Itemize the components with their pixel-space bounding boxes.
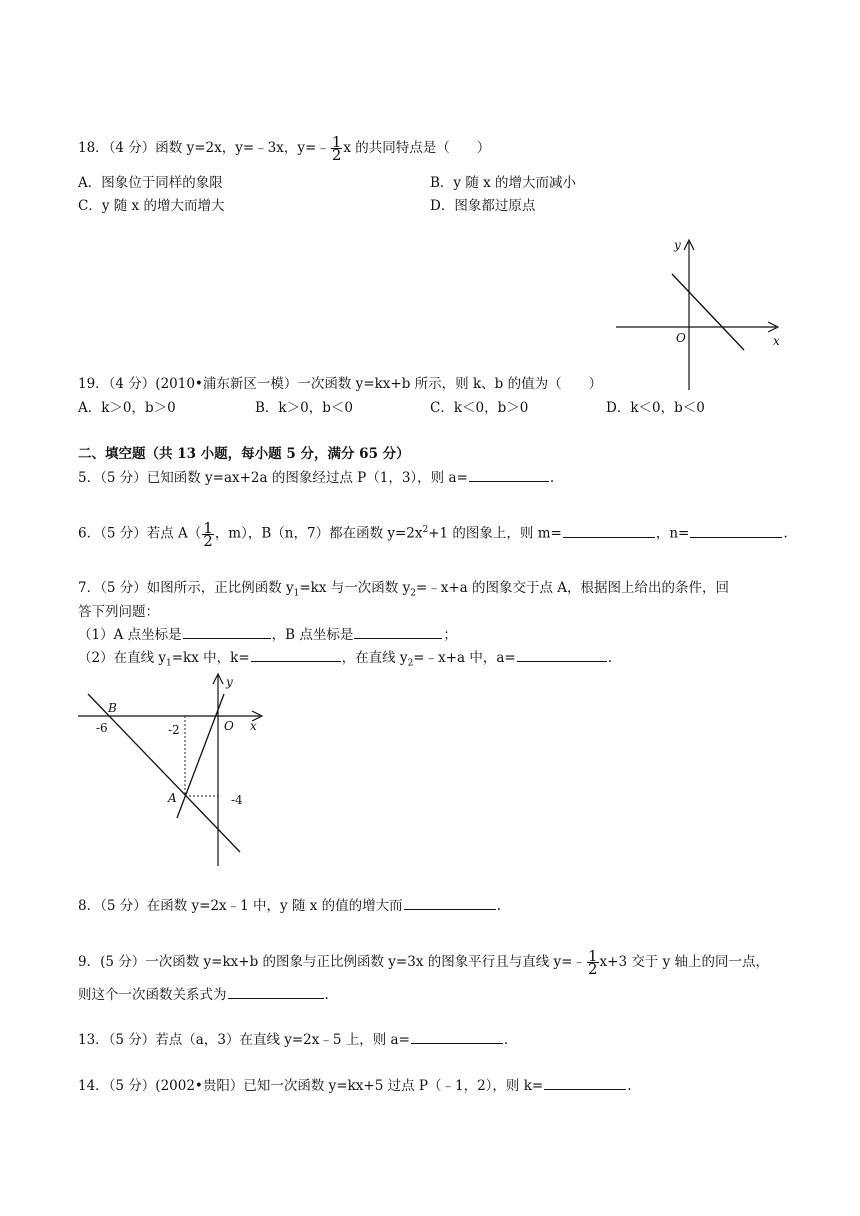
q13-answer-blank[interactable] (411, 1030, 503, 1044)
q8-answer-blank[interactable] (404, 896, 496, 910)
q7-y-label: y (226, 675, 233, 689)
q5-answer-blank[interactable] (469, 468, 549, 482)
q9-answer-blank[interactable] (228, 985, 324, 999)
q7-a-value-blank[interactable] (517, 648, 607, 662)
q7-b-coord-blank[interactable] (354, 625, 442, 639)
q8-text: 8．（5 分）在函数 y=2x﹣1 中，y 随 x 的值的增大而 . (78, 898, 501, 914)
q19-y-label: y (674, 238, 681, 252)
q7-a-label: A (168, 791, 177, 805)
q19-option-c: C．k＜0，b＞0 (430, 400, 529, 416)
q7-graph (78, 670, 268, 870)
q19-origin-label: O (676, 331, 686, 345)
q7-line-y2 (88, 694, 240, 852)
q7-x-label: x (250, 719, 257, 733)
q6-n-blank[interactable] (690, 524, 782, 538)
q6-fraction: $\frac{1}{2}$ (203, 518, 213, 550)
q7-a-coord-blank[interactable] (183, 625, 271, 639)
q13-text: 13．（5 分）若点（a，3）在直线 y=2x﹣5 上，则 a= . (78, 1032, 509, 1048)
q7-tick-neg2: -2 (168, 723, 180, 737)
q18-stem: 18．（4 分）函数 y=2x，y=﹣3x，y=﹣ $\frac{1}{2}$ x 的共同特点是（ ） (78, 133, 491, 164)
q18-option-c: C．y 随 x 的增大而增大 (78, 198, 225, 214)
q14-text: 14．（5 分）(2002•贵阳）已知一次函数 y=kx+5 过点 P（﹣1，2），则 k= . (78, 1078, 632, 1094)
q7-line-1: 7．（5 分）如图所示，正比例函数 $y_1=kx$ 与一次函数 $y_2=﹣x+a$ 的图象交于点 A，根据图上给出的条件，回 (78, 580, 730, 599)
q19-x-label: x (773, 334, 780, 348)
q9-line-2: 则这个一次函数关系式为 . (78, 987, 329, 1003)
q19-option-d: D．k＜0，b＜0 (606, 400, 705, 416)
q7-line-3: （1）A 点坐标是 ，B 点坐标是 ； (78, 627, 457, 643)
q7-tick-neg6: -6 (96, 721, 108, 735)
q7-k-blank[interactable] (251, 648, 341, 662)
q7-line-2: 答下列问题： (78, 604, 159, 620)
q9-line-1: 9．(5 分）一次函数 y=kx+b 的图象与正比例函数 y=3x 的图象平行且与直线 y=﹣ $\frac{1}{2}$ x+3 交于 y 轴上的同一点， (78, 947, 770, 978)
q18-option-b: B．y 随 x 的增大而减小 (430, 175, 577, 191)
q19-stem: 19．（4 分）(2010•浦东新区一模）一次函数 y=kx+b 所示，则 k、b 的值为（ ） (78, 376, 603, 392)
q7-line-y1 (177, 694, 224, 818)
q19-graph (610, 234, 790, 394)
q19-option-b: B．k＞0，b＜0 (255, 400, 353, 416)
q18-fraction: $\frac{1}{2}$ (331, 133, 342, 164)
q7-tick-neg4: -4 (231, 793, 243, 807)
q18-option-a: A．图象位于同样的象限 (78, 175, 223, 191)
q19-option-a: A．k＞0，b＞0 (78, 400, 176, 416)
q9-fraction: $\frac{1}{2}$ (587, 947, 598, 978)
q6-m-blank[interactable] (563, 524, 655, 538)
q7-line-4: （2）在直线 $y_1=kx$ 中，k= ，在直线 $y_2=﹣x+a$ 中，a= . (78, 650, 613, 669)
q18-option-d: D．图象都过原点 (430, 198, 536, 214)
q6-text: 6．（5 分）若点 A（ $\frac{1}{2}$ ，m），B（n，7）都在函数 $y=2x^2+1$ 的图象上，则 m= ，n= . (78, 518, 788, 550)
q7-b-label: B (108, 701, 117, 715)
q5-text: 5．（5 分）已知函数 y=ax+2a 的图象经过点 P（1，3），则 a= . (78, 470, 555, 486)
q7-origin-label: O (224, 719, 234, 733)
section-2-heading: 二、填空题（共 13 小题，每小题 5 分，满分 65 分） (78, 446, 410, 462)
q14-answer-blank[interactable] (544, 1076, 626, 1090)
